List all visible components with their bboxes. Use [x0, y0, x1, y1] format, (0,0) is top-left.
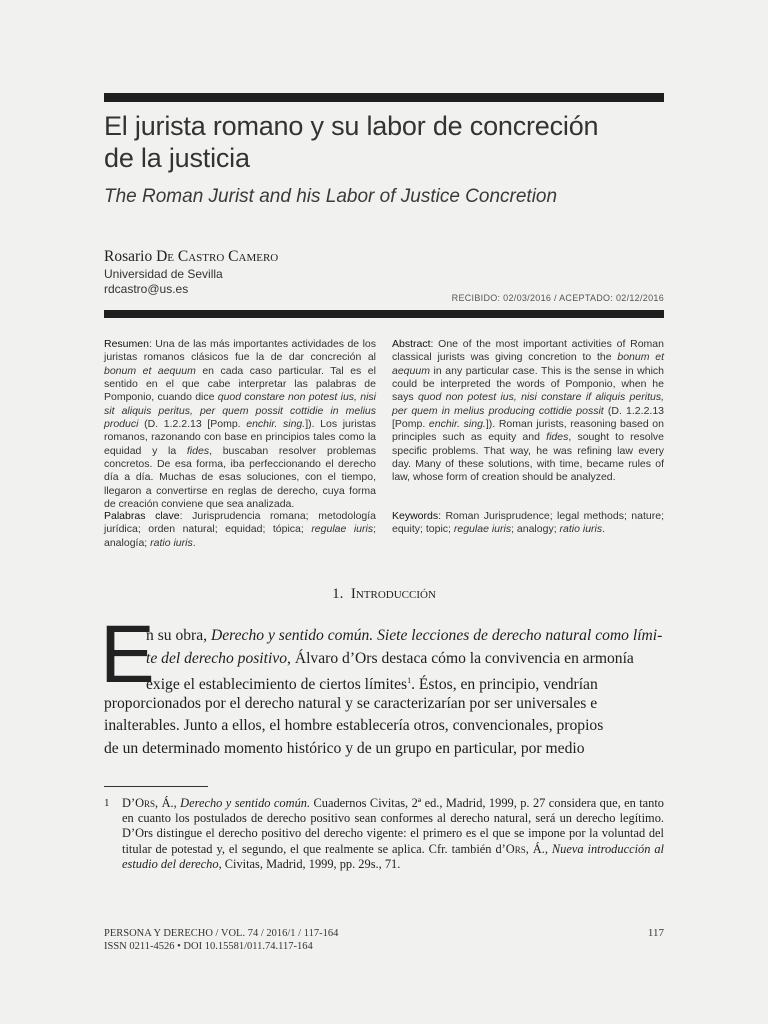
body-line [146, 625, 662, 648]
resumen-text: : Una de las más importantes actividades de los juristas romanos clásicos fue la de dar concreción al [104, 338, 376, 364]
body-span: n su obra, [146, 627, 211, 644]
keywords-text: : Jurisprudencia romana; metodología jurídica; orden natural; equidad; tópica; [104, 510, 377, 536]
body-span: , Álvaro d’Ors destaca cómo la convivencia en armonía [287, 649, 634, 667]
footnote-1 [104, 796, 664, 872]
footnote-span: , Civitas, Madrid, 1999, pp. 29s., 71. [218, 856, 401, 871]
footnote-italic: Derecho y sentido común. [180, 796, 311, 810]
resumen-italic: fides [186, 444, 210, 457]
footnote-span: , Á., [525, 841, 552, 856]
keywords-text: ; analogy; [511, 523, 560, 536]
author-last-name: De Castro Camero [156, 248, 279, 265]
section-title: Introducción [350, 586, 436, 602]
resumen-label: Resumen [104, 338, 149, 350]
footnote-italic: Nueva introducción al estudio del derecho [122, 841, 665, 871]
abstract-text: : One of the most important activities of Roman classical jurists was giving concretion to the [392, 338, 664, 364]
resumen-italic: bonum et aequum [104, 364, 196, 377]
keywords-text: . [602, 523, 606, 536]
author-affiliation: Universidad de Sevilla [104, 267, 223, 281]
title-line-1: El jurista romano y su labor de concreción [104, 111, 599, 141]
footnote-ref[interactable]: 1 [407, 676, 412, 685]
footnote-text [122, 796, 664, 872]
keywords-text: ; analogía; [104, 523, 377, 549]
body-italic: te del derecho positivo [146, 649, 288, 667]
keywords-text: : Roman Jurisprudence; legal methods; nature; equity; topic; [392, 510, 664, 536]
abstract-italic: enchir. sing. [428, 418, 486, 431]
keywords-label: Keywords [392, 510, 439, 522]
resumen-text: en cada caso particular. Tal es el sentido en el que cabe interpretar las palabras de Pomponio, cuando dice [104, 364, 376, 404]
resumen-italic: quod constare non potest ius, nisi sit aliquis peritus, per quem possit cottidie in melius produci [104, 391, 376, 431]
body-italic: Derecho y sentido común. Siete lecciones de derecho natural como lími- [210, 627, 663, 644]
footnote-span: Ors [505, 841, 526, 856]
body-line: proporcionados por el derecho natural y se caracterizarían por ser universales e [104, 694, 598, 712]
author-first-name: Rosario [104, 248, 153, 265]
abstract-label: Abstract [392, 338, 431, 350]
resumen-text: ]). Los juristas romanos, razonando con base en principios tales como la equidad y la [104, 418, 376, 457]
drop-cap: E [100, 609, 155, 700]
keywords-italic: ratio iuris [559, 523, 603, 536]
footnote-number: 1 [104, 797, 110, 809]
body-line: de un determinado momento histórico y de un grupo en particular, por medio [104, 739, 585, 757]
footnote-rule [104, 786, 208, 787]
title-line-2: de la justicia [104, 143, 250, 173]
footnote-span: Cuadernos Civitas, 2ª ed., Madrid, 1999, p. 27 considera que, en tanto en cuanto los postulados de derecho positivo sean conformes al derecho natural, será un derecho legítimo. D’Ors distingue el derecho positivo del derecho vigente: el primero es el que se impone por la voluntad del titular de potestad y, el segundo, el que realmente se aplica. Cfr. también d’ [122, 796, 665, 856]
body-span: . Éstos, en principio, vendrían [411, 676, 598, 694]
body-span: exige el establecimiento de ciertos límites [146, 676, 408, 694]
abstract-italic: quod non potest ius, nisi constare if aliquis peritus, per quem in melius producing cottidie possit [392, 391, 664, 417]
resumen-italic: enchir. sing. [246, 418, 306, 431]
abstract-text: , sought to resolve specific problems. That way, he was refining law every day. Many of these solutions, with time, became rules of law, whose form of creation should be analyzed. [392, 431, 664, 484]
resumen-text: (D. 1.2.2.13 [Pomp. [138, 418, 247, 431]
keywords-italic: regulae iuris [311, 523, 374, 536]
page-number: 117 [647, 927, 664, 939]
issn-doi: ISSN 0211-4526 • DOI 10.15581/011.74.117-164 [104, 941, 313, 952]
footnote-span: Ors [135, 796, 156, 810]
abstract-text: in any particular case. This is the sense in which could be interpreted the words of Pomponio, when he says [392, 364, 664, 404]
article-subtitle: The Roman Jurist and his Labor of Justice Concretion [104, 186, 558, 207]
keywords-text: . [192, 536, 196, 549]
body-line: inalterables. Junto a ellos, el hombre establecería otros, convencionales, propios [104, 717, 604, 734]
section-number: 1. [332, 586, 344, 602]
author-email[interactable]: rdcastro@us.es [104, 282, 189, 296]
palabras-clave-label: Palabras clave [104, 510, 180, 522]
abstract-italic: fides [546, 431, 569, 444]
page-footer [104, 927, 338, 953]
body-line [146, 648, 634, 671]
footnote-span: , Á., [155, 796, 181, 810]
resumen-text: , buscaban resolver problemas concretos. De esa forma, iba perfeccionando el derecho día a día. Muchas de esas soluciones, con el tiempo, llegaron a convertirse en reglas de derecho, cuya forma de creación conviene que sea analizada. [104, 444, 376, 511]
abstract-text: ]). Roman jurists, reasoning based on principles such as equity and [392, 418, 664, 444]
keywords-italic: ratio iuris [150, 536, 193, 549]
received-accepted-dates: RECIBIDO: 02/03/2016 / ACEPTADO: 02/12/2016 [451, 293, 664, 303]
keywords-italic: regulae iuris [453, 523, 512, 536]
journal-citation: PERSONA Y DERECHO / VOL. 74 / 2016/1 / 117-164 [104, 928, 339, 939]
abstract-italic: bonum et aequum [392, 351, 665, 377]
abstract-text: (D. 1.2.2.13 [Pomp. [392, 404, 664, 431]
footnote-span: D’ [122, 796, 136, 810]
